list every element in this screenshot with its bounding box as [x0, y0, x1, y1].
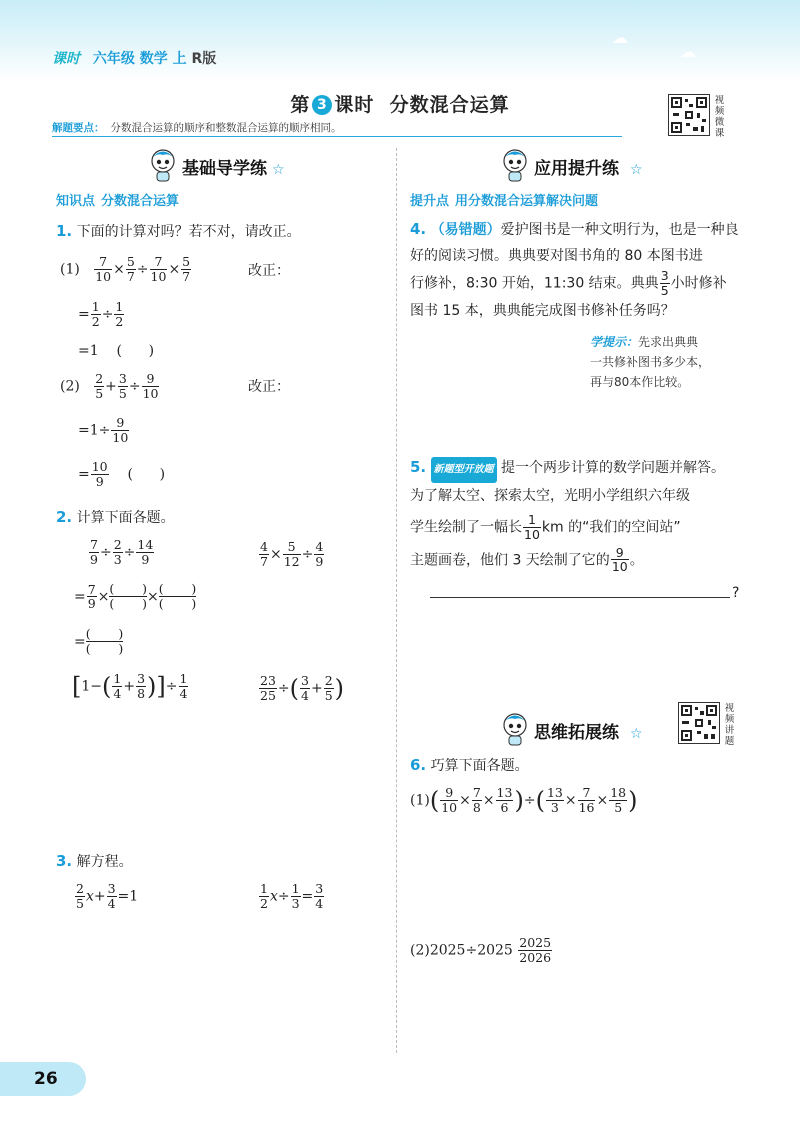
q2-expr-d: $\frac{23}{25}$ ÷( $\frac{3}{4}$ + $\frac{2}{5}$ )	[260, 673, 345, 703]
column-divider	[396, 148, 397, 1053]
question-4: 4. （易错题）爱护图书是一种文明行为，也是一种良 好的阅读习惯。典典要对图书角的 80 本图书进 行修补，8:30 开始，11:30 结束。典典 $\frac{3}{5}$ 小时修补 图书 15 本，典典能完成图书修补任务吗？	[410, 220, 739, 319]
question-2: 2. 计算下面各题。	[56, 508, 175, 526]
lesson-number-badge: 3	[312, 95, 332, 115]
new-type-badge: 新题型开放题	[431, 457, 497, 483]
section-title-basic: 基础导学练	[182, 159, 267, 179]
q2-expr-a-step2: = ( ) ( )	[74, 626, 124, 657]
improvement-point: 提升点 用分数混合运算解决问题	[410, 194, 599, 209]
q1-part1-expr: (1) $\frac{7}{10}$ × $\frac{5}{7}$ ÷ $\frac{7}{10}$ × $\frac{5}{7}$	[60, 254, 191, 284]
qr-label: 视频微课	[714, 95, 725, 139]
q2-expr-a: $\frac{7}{9}$ ÷ $\frac{2}{3}$ ÷ $\frac{14}{9}$	[90, 537, 154, 567]
q6-part2: (2)2025÷2025 $\frac{2025}{2026}$	[410, 935, 552, 965]
key-point-line	[52, 120, 622, 137]
star-icon: ☆	[630, 162, 643, 178]
mascot-icon	[500, 712, 530, 746]
q2-expr-c: [1−( $\frac{1}{4}$ + $\frac{3}{8}$ )]÷ $\frac{1}{4}$	[72, 671, 188, 701]
correction-label: 改正：	[248, 379, 290, 395]
answer-line[interactable]	[430, 597, 730, 598]
q1-part1-step2: =1 ( )	[78, 343, 155, 359]
brand-logo: 课时	[52, 51, 80, 67]
equation-a: $\frac{2}{5}$ x+ $\frac{3}{4}$ =1	[76, 881, 139, 911]
mascot-icon	[148, 148, 178, 182]
star-icon: ☆	[630, 726, 643, 742]
key-point-label: 解题要点：	[52, 122, 105, 134]
key-point-text: 分数混合运算的顺序和整数混合运算的顺序相同。	[110, 122, 342, 134]
q2-expr-a-step1: = $\frac{7}{9}$ × ( ) ( ) × ( ) ( )	[74, 581, 197, 612]
q1-part1-step1: = $\frac{1}{2}$ ÷ $\frac{1}{2}$	[78, 299, 124, 329]
book-brand	[52, 48, 216, 68]
hint-box: 学提示：先求出典典 一共修补图书多少本， 再与80本作比较。	[590, 335, 711, 389]
book-subtitle: 六年级 数学 上	[92, 51, 187, 67]
question-3: 3. 解方程。	[56, 852, 133, 870]
qr-code-icon[interactable]	[668, 94, 710, 136]
mascot-icon	[500, 148, 530, 182]
section-title-applied: 应用提升练	[534, 159, 619, 179]
hint-label: 学提示：	[590, 335, 639, 349]
q1-part2-step1: =1÷ $\frac{9}{10}$	[78, 415, 129, 445]
equation-b: $\frac{1}{2}$ x÷ $\frac{1}{3}$ = $\frac{3}{4}$	[260, 881, 324, 911]
question-5: 5. 新题型开放题 提一个两步计算的数学问题并解答。 为了解太空、探索太空，光明小学组织六年级 学生绘制了一幅长 $\frac{1}{10}$ km 的“我们的空间站” 主题画卷，他们 3 天绘制了它的 $\frac{9}{10}$ 。	[410, 458, 726, 575]
qr-code-icon[interactable]	[678, 702, 720, 744]
q6-part1: (1)( $\frac{9}{10}$ × $\frac{7}{8}$ × $\frac{13}{6}$ )÷( $\frac{13}{3}$ × $\frac{7}{16}$ × $\frac{18}{5}$ )	[410, 785, 638, 815]
knowledge-point: 知识点 分数混合运算	[56, 194, 180, 209]
header-band	[0, 0, 800, 80]
q1-part2-step2: = $\frac{10}{9}$ ( )	[78, 459, 166, 489]
q2-expr-b: $\frac{4}{7}$ × $\frac{5}{12}$ ÷ $\frac{4}{9}$	[260, 539, 324, 569]
star-icon: ☆	[272, 162, 285, 178]
correction-label: 改正：	[248, 263, 290, 279]
cloud-icon: ☁	[612, 28, 628, 47]
question-1: 1. 下面的计算对吗？若不对，请改正。	[56, 222, 301, 240]
question-6: 6. 巧算下面各题。	[410, 756, 529, 774]
page-title: 第 3 课时 分数混合运算	[290, 94, 510, 116]
book-edition: R版	[191, 51, 217, 67]
section-title-extension: 思维拓展练	[534, 723, 619, 743]
cloud-icon: ☁	[680, 42, 696, 61]
page-number: 26	[0, 1062, 86, 1096]
question-mark: ?	[732, 585, 740, 601]
qr-label: 视频讲题	[724, 703, 735, 747]
q1-part2-expr: (2) $\frac{2}{5}$ + $\frac{3}{5}$ ÷ $\frac{9}{10}$	[60, 371, 159, 401]
